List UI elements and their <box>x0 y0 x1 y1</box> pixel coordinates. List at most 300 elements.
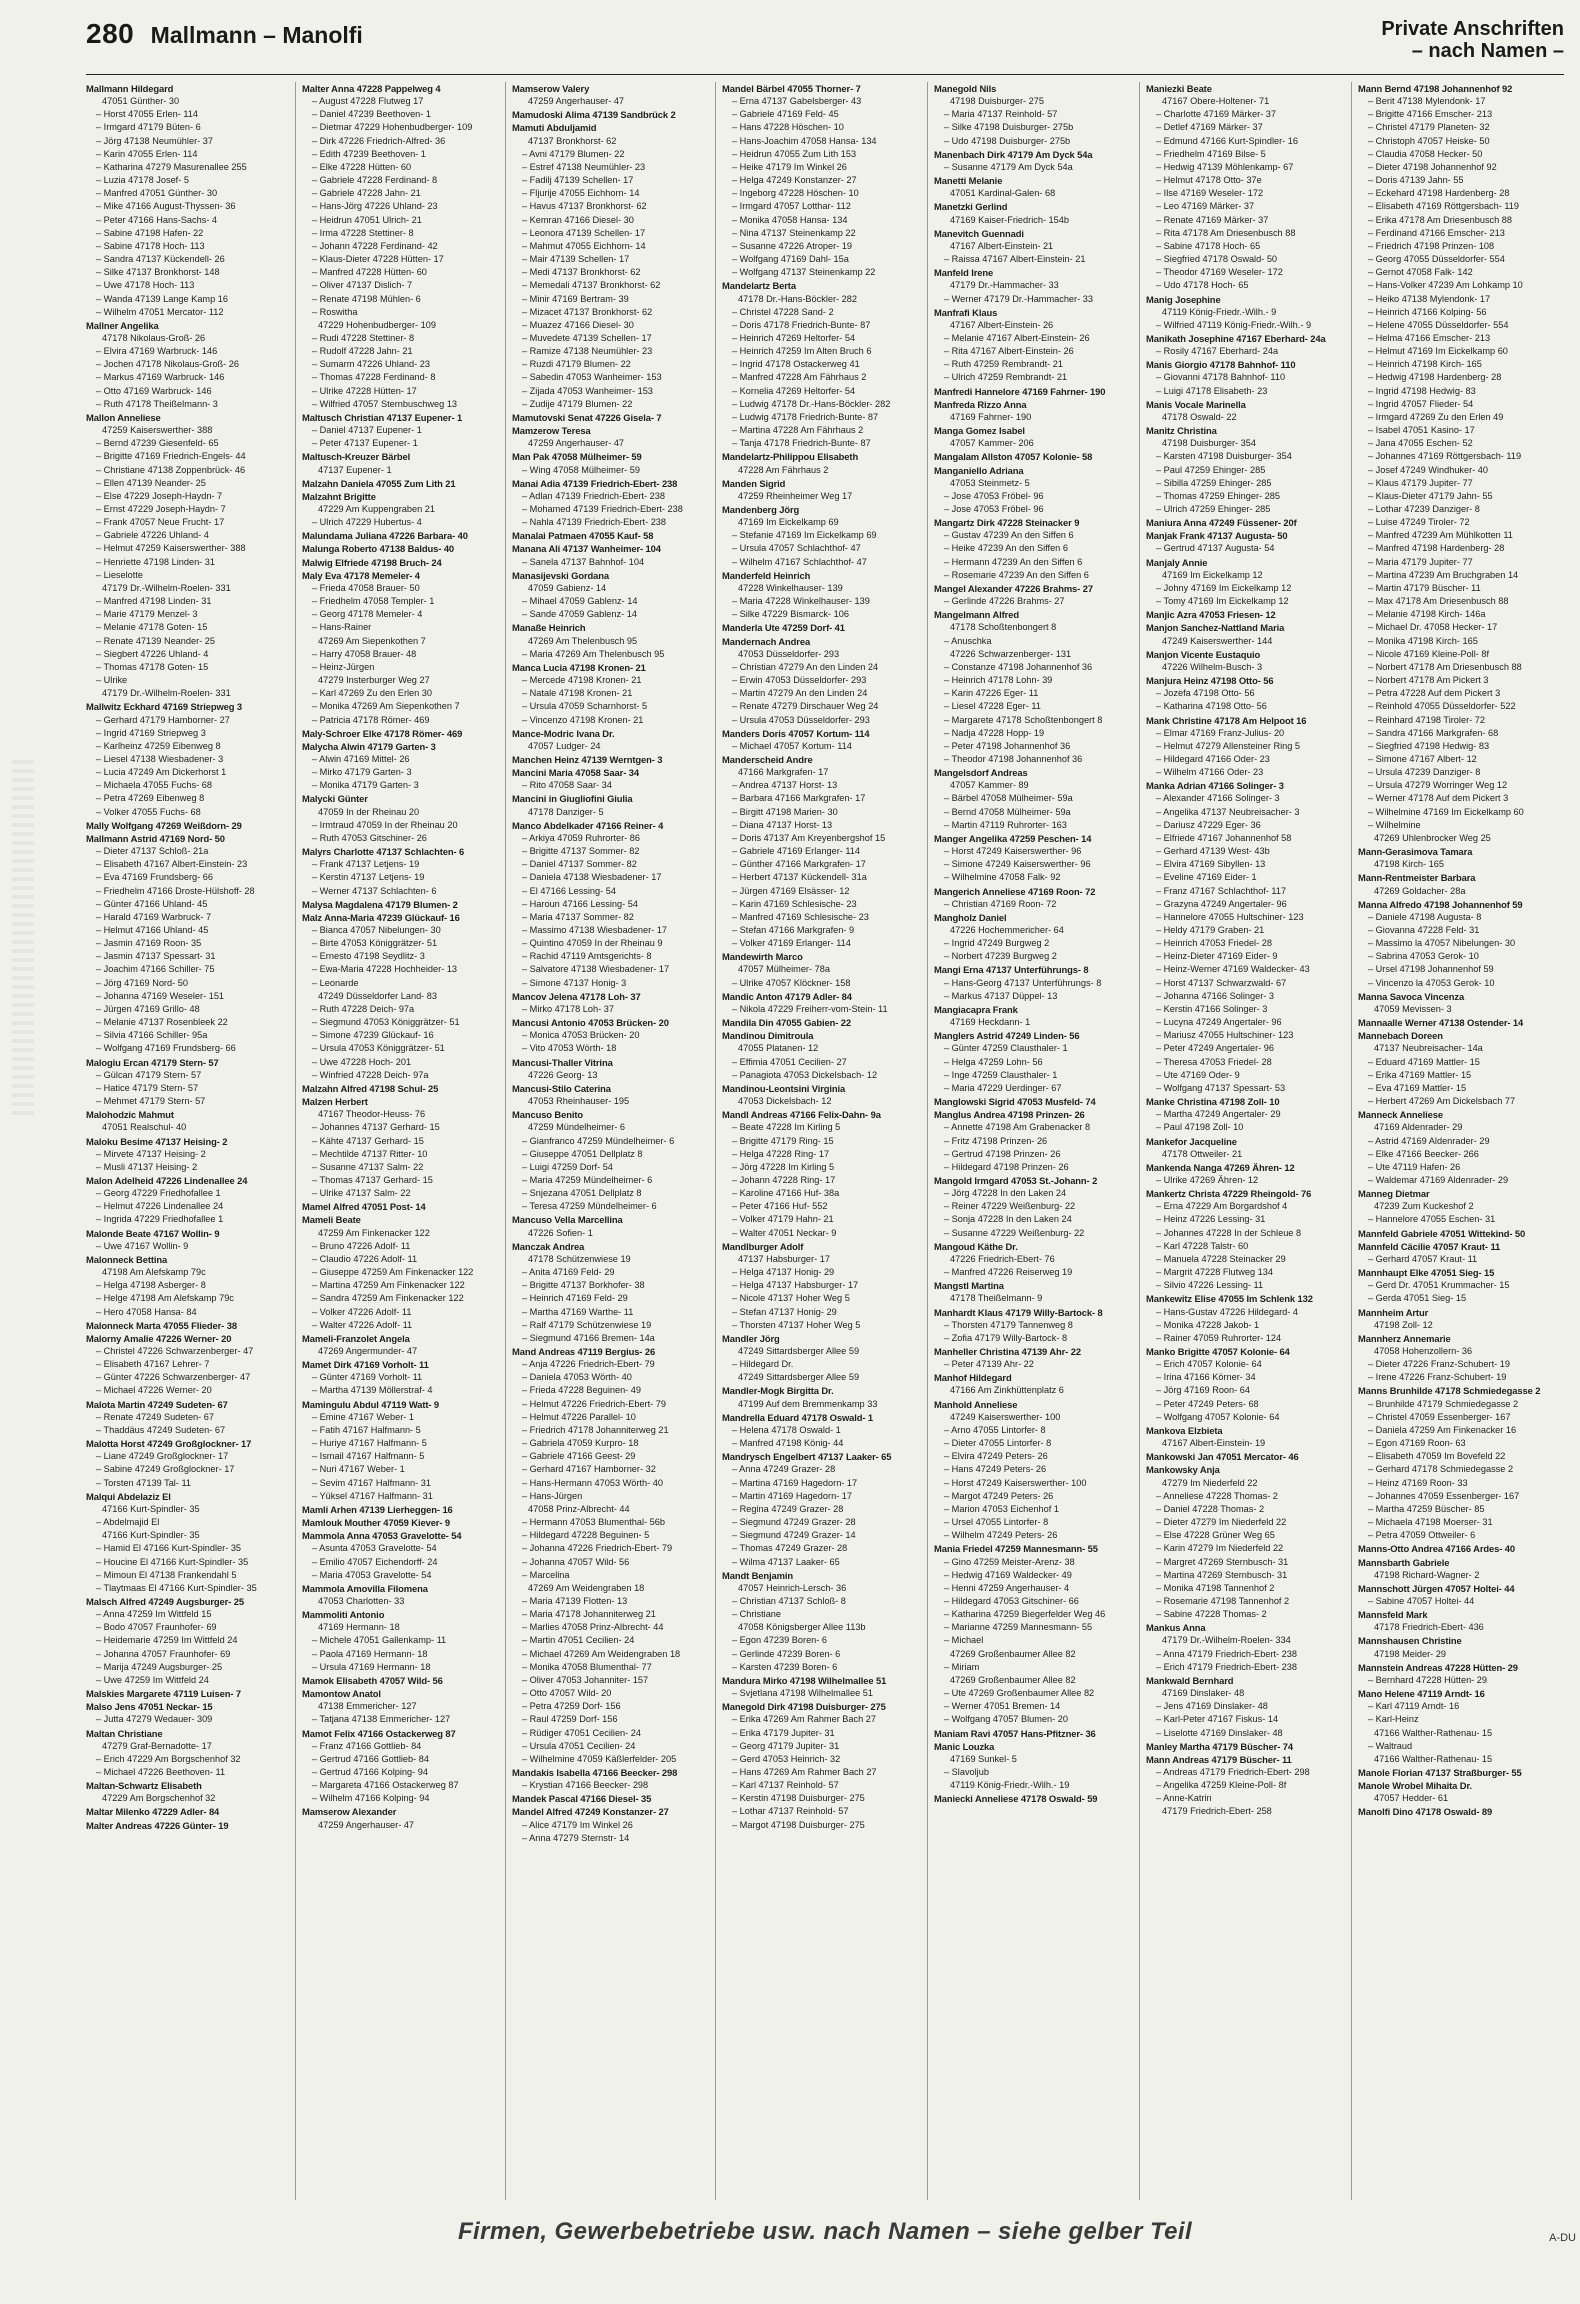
listing-column-5 <box>928 82 1140 2200</box>
listing-entry: – Gerhard 47057 Kraut- 11 <box>1368 1253 1478 1264</box>
listing-entry: 47057 Kammer- 206 <box>950 438 1034 449</box>
listing-entry: – Christel 47059 Essenberger- 167 <box>1368 1411 1511 1422</box>
listing-entry: – Friedhelm 47166 Droste-Hülshoff- 28 <box>96 885 255 896</box>
listing-entry: – Inge 47259 Clausthaler- 1 <box>944 1069 1058 1080</box>
listing-surname-entry: Manolfi Dino 47178 Oswald- 89 <box>1358 1806 1493 1818</box>
listing-entry: – Musli 47137 Heising- 2 <box>96 1161 198 1172</box>
listing-entry: – Gerlinde 47226 Brahms- 27 <box>944 596 1065 607</box>
listing-entry: – Sande 47059 Gablenz- 14 <box>522 609 637 620</box>
listing-entry: – Georg 47178 Memeler- 4 <box>312 609 423 620</box>
listing-entry: – Hildegard Dr. <box>732 1359 794 1370</box>
listing-entry: – Klaus-Dieter 47228 Hütten- 17 <box>312 254 444 265</box>
listing-entry: – Sabrina 47053 Gerok- 10 <box>1368 951 1479 962</box>
listing-entry: – Mirko 47179 Garten- 3 <box>312 767 412 778</box>
listing-entry: – Zijada 47053 Wanheimer- 153 <box>522 385 653 396</box>
listing-entry: 47057 Hedder- 61 <box>1374 1793 1449 1804</box>
listing-entry: – Hans-Georg 47137 Unterführungs- 8 <box>944 977 1102 988</box>
listing-entry: – Klaus 47179 Jupiter- 77 <box>1368 477 1473 488</box>
listing-entry: – Emine 47167 Weber- 1 <box>312 1411 414 1422</box>
listing-entry: – Gülcan 47179 Stern- 57 <box>96 1069 202 1080</box>
listing-entry: – Manfred 47051 Günther- 30 <box>96 188 218 199</box>
listing-column-7 <box>1352 82 1564 2200</box>
listing-entry: – Houcine El 47166 Kurt-Spindler- 35 <box>96 1556 249 1567</box>
listing-surname-entry: Mammola Anna 47053 Gravelotte- 54 <box>302 1530 462 1542</box>
listing-entry: – Muazez 47166 Diesel- 30 <box>522 319 634 330</box>
listing-entry: – Hildegard 47053 Gitschiner- 66 <box>944 1595 1079 1606</box>
listing-surname-entry: Mamot Felix 47166 Ostackerweg 87 <box>302 1727 456 1739</box>
listing-entry: – Thomas 47178 Goten- 15 <box>96 661 209 672</box>
listing-entry: – Walter 47226 Adolf- 11 <box>312 1319 413 1330</box>
listing-entry: 47179 Dr.-Wilhelm-Roelen- 331 <box>102 582 231 593</box>
listing-column-4 <box>716 82 928 2200</box>
listing-entry: – Giovanna 47228 Feld- 31 <box>1368 925 1480 935</box>
listing-entry: – Erwin 47053 Düsseldorfer- 293 <box>732 675 867 686</box>
listing-entry: – Giovanni 47178 Bahnhof- 110 <box>1156 372 1286 383</box>
listing-surname-entry: Mangold Irmgard 47053 St.-Johann- 2 <box>934 1174 1098 1186</box>
listing-entry: – Uwe 47178 Hoch- 113 <box>96 280 195 291</box>
listing-entry: – Heidemarie 47259 Im Wittfeld 24 <box>96 1635 238 1646</box>
listing-entry: – Martha 47259 Büscher- 85 <box>1368 1503 1485 1514</box>
listing-entry: – Volker 47169 Erlanger- 114 <box>732 938 851 949</box>
listing-entry: – Gabriele 47226 Uhland- 4 <box>96 530 209 541</box>
listing-entry: – Martha 47249 Angertaler- 29 <box>1156 1109 1281 1120</box>
listing-entry: – Thorsten 47179 Tannenweg 8 <box>944 1319 1073 1330</box>
listing-entry: – Bernd 47058 Mülheimer- 59a <box>944 806 1071 817</box>
listing-entry: – Ulrike 47269 Ähren- 12 <box>1156 1174 1259 1185</box>
listing-entry: – Michaela 47055 Fuchs- 68 <box>96 780 212 791</box>
listing-entry: – Elvira 47169 Warbruck- 146 <box>96 346 218 357</box>
listing-entry: – Irmgard 47179 Büten- 6 <box>96 122 201 133</box>
listing-entry: – Jürgen 47169 Grillo- 48 <box>96 1003 200 1014</box>
listing-surname-entry: Mandenberg Jörg <box>722 504 800 515</box>
listing-entry: 47137 Habsburger- 17 <box>738 1253 830 1264</box>
listing-entry: – Ursula 47053 Königgrätzer- 51 <box>312 1043 445 1054</box>
listing-entry: – Wilhelm 47051 Mercator- 112 <box>96 306 224 317</box>
listing-surname-entry: Malwig Elfriede 47198 Bruch- 24 <box>302 556 442 568</box>
listing-entry: – Georg 47179 Jupiter- 31 <box>732 1740 840 1751</box>
listing-entry: – Daniele 47198 Augusta- 8 <box>1368 911 1482 922</box>
listing-surname-entry: Mance-Modric Ivana Dr. <box>512 727 615 739</box>
listing-entry: – Erika 47269 Am Rahmer Bach 27 <box>732 1714 877 1725</box>
listing-entry: – Raul 47259 Dorf- 156 <box>522 1714 618 1725</box>
footer-note: Firmen, Gewerbebetriebe usw. nach Namen – siehe gelber Teil <box>457 2218 1193 2245</box>
listing-surname-entry: Manitz Christina <box>1146 425 1217 437</box>
listing-entry: – Theodor 47169 Weseler- 172 <box>1156 267 1283 278</box>
listing-entry: – Wilhelmine <box>1368 819 1421 830</box>
listing-surname-entry: Manneck Anneliese <box>1358 1109 1443 1121</box>
listing-surname-entry: Manden Sigrid <box>722 477 786 489</box>
listing-entry: – Maria 47053 Gravelotte- 54 <box>312 1569 432 1580</box>
listing-surname-entry: Manikath Josephine 47167 Eberhard- 24a <box>1146 332 1326 344</box>
listing-entry: – Hannelore 47055 Hultschiner- 123 <box>1156 911 1304 922</box>
listing-entry: – Havus 47137 Bronkhorst- 62 <box>522 201 647 212</box>
listing-entry: – Maria 47259 Mündelheimer- 6 <box>522 1174 653 1185</box>
listing-entry: – Egon 47239 Boren- 6 <box>732 1635 828 1646</box>
listing-entry: – Heinz-Jürgen <box>312 661 375 672</box>
listing-surname-entry: Malota Martin 47249 Sudeten- 67 <box>86 1398 228 1410</box>
listing-entry: 47198 Am Alefskamp 79c <box>102 1267 206 1278</box>
listing-entry: 47058 Hohenzollern- 36 <box>1374 1346 1473 1356</box>
listing-entry: 47169 Im Eickelkamp 12 <box>1162 569 1263 580</box>
listing-entry: – Martina 47228 Am Fährhaus 2 <box>732 425 864 436</box>
listing-entry: – Karl 47269 Zu den Erlen 30 <box>312 688 433 699</box>
listing-entry: – Martha 47139 Möllerstraf- 4 <box>312 1385 433 1396</box>
listing-entry: – Ingrid 47198 Hedwig- 83 <box>1368 385 1476 396</box>
listing-entry: – Effimia 47051 Cecilien- 27 <box>732 1056 847 1067</box>
listing-entry: – Eduard 47169 Mattler- 15 <box>1368 1056 1480 1067</box>
listing-entry: 47259 Am Finkenacker 122 <box>318 1227 430 1238</box>
listing-entry: – Hans 47249 Peters- 26 <box>944 1464 1047 1475</box>
listing-surname-entry: Mangerich Anneliese 47169 Roon- 72 <box>934 885 1096 897</box>
listing-entry: – Waltraud <box>1368 1740 1413 1751</box>
page-footer <box>86 2214 1576 2264</box>
listing-entry: – Manfred 47169 Schlesische- 23 <box>732 911 869 922</box>
listing-entry: – Lucia 47249 Am Dickerhorst 1 <box>96 767 227 778</box>
listing-entry: – Erna 47137 Gabelsberger- 43 <box>732 96 862 107</box>
listing-entry: – Berit 47138 Mylendonk- 17 <box>1368 96 1486 107</box>
listing-entry: – Eva 47169 Mattler- 15 <box>1368 1082 1467 1093</box>
listing-surname-entry: Manetzki Gerlind <box>934 201 1008 213</box>
listing-entry: – Sandra 47259 Am Finkenacker 122 <box>312 1293 464 1304</box>
listing-entry: – Tomy 47169 Im Eickelkamp 12 <box>1156 596 1289 607</box>
listing-entry: – Tanja 47178 Friedrich-Bunte- 87 <box>732 438 871 449</box>
listing-entry: – Oliver 47053 Johanniter- 157 <box>522 1674 649 1685</box>
listing-entry: – Silvio 47226 Lessing- 11 <box>1156 1280 1264 1291</box>
listing-entry: – Maria 47178 Johanniterweg 21 <box>522 1609 656 1620</box>
listing-entry: – Ismail 47167 Halfmann- 5 <box>312 1451 425 1462</box>
listing-entry: 47269 Goldacher- 28a <box>1374 885 1466 896</box>
listing-surname-entry: Mamutovski Senat 47226 Gisela- 7 <box>512 411 662 423</box>
listing-surname-entry: Mandler Jörg <box>722 1332 780 1344</box>
listing-entry: – Johannes 47228 In der Schleue 8 <box>1156 1227 1302 1238</box>
listing-entry: – Wanda 47139 Lange Kamp 16 <box>96 293 228 304</box>
listing-entry: – Siegmund 47053 Königgrätzer- 51 <box>312 1017 460 1028</box>
listing-entry: – Peter 47249 Angertaler- 96 <box>1156 1043 1274 1054</box>
listing-surname-entry: Maltan Christiane <box>86 1727 163 1739</box>
listing-entry: – Silke 47137 Bronkhorst- 148 <box>96 267 220 278</box>
listing-entry: – Thomas 47228 Ferdinand- 8 <box>312 372 436 383</box>
listing-surname-entry: Manko Brigitte 47057 Kolonie- 64 <box>1146 1346 1290 1357</box>
listing-surname-entry: Malqui Abdelaziz El <box>86 1490 171 1502</box>
listing-entry: 47198 Meider- 29 <box>1374 1648 1447 1659</box>
listing-entry: – Ursel 47198 Johannenhof 59 <box>1368 964 1494 975</box>
listing-entry: – Renate 47279 Dirschauer Weg 24 <box>732 701 879 712</box>
listing-entry: – Edmund 47166 Kurt-Spindler- 16 <box>1156 135 1298 146</box>
listing-entry: – Maria 47229 Uerdinger- 67 <box>944 1082 1062 1093</box>
listing-surname-entry: Mankova Elzbieta <box>1146 1424 1223 1436</box>
listing-surname-entry: Manglers Astrid 47249 Linden- 56 <box>934 1030 1080 1042</box>
listing-entry: – Bärbel 47058 Mülheimer- 59a <box>944 793 1073 804</box>
listing-entry: – Heike 47179 Im Winkel 26 <box>732 161 847 172</box>
listing-entry: – Norbert 47178 Am Pickert 3 <box>1368 675 1489 686</box>
listing-entry: – Martin 47051 Cecilien- 24 <box>522 1635 635 1646</box>
listing-entry: – Markus 47169 Warbruck- 146 <box>96 372 225 383</box>
listing-entry: – Ulrich 47259 Ehinger- 285 <box>1156 504 1271 514</box>
listing-entry: – Ewa-Maria 47228 Hochheider- 13 <box>312 964 458 975</box>
listing-entry: – Wilhelm 47166 Kolping- 94 <box>312 1793 430 1804</box>
listing-entry: – Medi 47137 Bronkhorst- 62 <box>522 267 641 278</box>
listing-column-6 <box>1140 82 1352 2200</box>
listing-entry: 47198 Duisburger- 354 <box>1162 438 1256 449</box>
listing-entry: – Brigitte 47137 Sommer- 82 <box>522 846 640 857</box>
listing-surname-entry: Mankus Anna <box>1146 1622 1206 1634</box>
listing-surname-entry: Mandakis Isabella 47166 Beecker- 298 <box>512 1767 678 1778</box>
listing-surname-entry: Manenbach Dirk 47179 Am Dyck 54a <box>934 148 1093 160</box>
listing-entry: – Hans-Jörg 47226 Uhland- 23 <box>312 201 438 212</box>
listing-entry: – Gerda 47051 Sieg- 15 <box>1368 1293 1467 1304</box>
listing-surname-entry: Mameli Beate <box>302 1214 361 1226</box>
listing-entry: – Helmut 47226 Lindenallee 24 <box>96 1201 224 1212</box>
listing-surname-entry: Mangi Erna 47137 Unterführungs- 8 <box>934 964 1089 976</box>
listing-entry: – Avni 47179 Blumen- 22 <box>522 148 625 159</box>
listing-entry: – Gabriele 47169 Feld- 45 <box>732 109 839 120</box>
listing-entry: – Salvatore 47138 Wiesbadener- 17 <box>522 964 670 975</box>
listing-entry: 47178 Theißelmann- 9 <box>950 1293 1043 1304</box>
listing-entry: – Anna 47279 Sternstr- 14 <box>522 1832 630 1843</box>
listing-surname-entry: Mandrella Eduard 47178 Oswald- 1 <box>722 1411 874 1423</box>
listing-entry: – Renate 47139 Neander- 25 <box>96 635 216 646</box>
listing-entry: – Ulrich 47229 Hubertus- 4 <box>312 517 422 528</box>
listing-surname-entry: Manig Josephine <box>1146 293 1221 305</box>
listing-entry: – Ralf 47179 Schützenwiese 19 <box>522 1319 652 1330</box>
listing-entry: – Helena 47178 Oswald- 1 <box>732 1424 841 1435</box>
listing-entry: – Johanna 47169 Weseler- 151 <box>96 990 225 1001</box>
listing-entry: – Anna 47179 Friedrich-Ebert- 238 <box>1156 1648 1297 1659</box>
listing-entry: – Sabine 47249 Großglockner- 17 <box>96 1464 235 1475</box>
listing-entry: – Maria 47269 Am Thelenbusch 95 <box>522 648 665 659</box>
listing-entry: – Ulrike 47137 Salm- 22 <box>312 1188 411 1199</box>
listing-entry: 47226 Hochemmericher- 64 <box>950 925 1064 935</box>
listing-surname-entry: Mamudoski Alima 47139 Sandbrück 2 <box>512 109 676 121</box>
listing-entry: – Susanne 47229 Weißenburg- 22 <box>944 1227 1085 1238</box>
listing-entry: – Simone 47249 Kaiserswerther- 96 <box>944 859 1091 870</box>
listing-entry: – Helmut 47226 Friedrich-Ebert- 79 <box>522 1398 667 1409</box>
listing-entry: – Sibilla 47259 Ehinger- 285 <box>1156 477 1272 488</box>
listing-entry: – Hans-Gustav 47226 Hildegard- 4 <box>1156 1306 1298 1317</box>
listing-surname-entry: Manglus Andrea 47198 Prinzen- 26 <box>934 1109 1085 1121</box>
listing-surname-entry: Manjon Sanchez-Nattland Maria <box>1146 622 1285 634</box>
listing-entry: – Dieter 47279 Im Niederfeld 22 <box>1156 1517 1287 1528</box>
listing-entry: – Heinz-Werner 47169 Waldecker- 43 <box>1156 964 1310 975</box>
listing-entry: 47249 Sittardsberger Allee 59 <box>738 1372 860 1383</box>
listing-surname-entry: Manjon Vicente Eustaquio <box>1146 648 1261 660</box>
listing-entry: – Daniel 47137 Sommer- 82 <box>522 859 637 870</box>
listing-entry: – Melanie 47137 Rosenbleek 22 <box>96 1017 228 1028</box>
listing-entry: – Alexander 47166 Solinger- 3 <box>1156 793 1280 804</box>
listing-surname-entry: Maly-Schroer Elke 47178 Römer- 469 <box>302 727 463 739</box>
listing-entry: – Ute 47169 Oder- 9 <box>1156 1069 1240 1080</box>
listing-entry: – Egon 47169 Roon- 63 <box>1368 1438 1466 1449</box>
listing-surname-entry: Maniura Anna 47249 Füssener- 20f <box>1146 517 1297 529</box>
listing-entry: – Dariusz 47229 Eger- 36 <box>1156 819 1261 830</box>
listing-entry: – August 47228 Flutweg 17 <box>312 96 424 107</box>
listing-entry: – Lothar 47137 Reinhold- 57 <box>732 1806 849 1817</box>
listing-entry: – Massimo 47138 Wiesbadener- 17 <box>522 925 668 935</box>
listing-surname-entry: Mandic Anton 47179 Adler- 84 <box>722 990 852 1002</box>
listing-entry: – Christel 47226 Schwarzenberger- 47 <box>96 1346 254 1356</box>
listing-surname-entry: Maloku Besime 47137 Heising- 2 <box>86 1135 228 1147</box>
listing-entry: – Gabriele 47166 Geest- 29 <box>522 1451 636 1462</box>
listing-entry: – Kerstin 47198 Duisburger- 275 <box>732 1793 865 1804</box>
listing-surname-entry: Manganiello Adriana <box>934 464 1024 476</box>
listing-entry: – Werner 47179 Dr.-Hammacher- 33 <box>944 293 1093 304</box>
listing-surname-entry: Mangartz Dirk 47228 Steinacker 9 <box>934 517 1080 529</box>
listing-entry: – Rainer 47059 Ruhrorter- 124 <box>1156 1332 1282 1343</box>
listing-entry: – Paola 47169 Hermann- 18 <box>312 1648 428 1659</box>
listing-entry: – Peter 47249 Peters- 68 <box>1156 1398 1259 1409</box>
listing-entry: 47169 Hermann- 18 <box>318 1622 400 1633</box>
listing-entry: – Christian 47169 Roon- 72 <box>944 898 1057 909</box>
listing-entry: – Heinrich 47269 Heltorfer- 54 <box>732 332 856 343</box>
listing-entry: – Ilse 47169 Weseler- 172 <box>1156 188 1264 199</box>
listing-entry: – Rita 47167 Albert-Einstein- 26 <box>944 346 1074 357</box>
listing-surname-entry: Mamok Elisabeth 47057 Wild- 56 <box>302 1674 443 1686</box>
listing-entry: – Herbert 47269 Am Dickelsbach 77 <box>1368 1096 1516 1107</box>
listing-entry: – Harald 47169 Warbruck- 7 <box>96 911 212 922</box>
listing-entry: – Slavoljub <box>944 1767 989 1777</box>
listing-entry: – Daniel 47239 Beethoven- 1 <box>312 109 432 120</box>
listing-entry: 47259 Angerhauser- 47 <box>528 438 625 449</box>
listing-entry: – Martina 47239 Am Bruchgraben 14 <box>1368 569 1519 580</box>
listing-entry: – Torsten 47139 Tal- 11 <box>96 1477 192 1488</box>
listing-entry: 47226 Georg- 13 <box>528 1069 598 1080</box>
listing-entry: – Birgitt 47198 Marien- 30 <box>732 806 838 817</box>
listing-surname-entry: Manders Doris 47057 Kortum- 114 <box>722 727 870 739</box>
listing-entry: 47051 Günther- 30 <box>102 96 180 107</box>
listing-entry: – Horst 47055 Erlen- 114 <box>96 109 198 120</box>
listing-entry: – Ursula 47169 Hermann- 18 <box>312 1661 431 1672</box>
listing-entry: – Regina 47249 Grazer- 28 <box>732 1503 844 1514</box>
listing-entry: – Mirvete 47137 Heising- 2 <box>96 1148 206 1159</box>
listing-surname-entry: Mamet Dirk 47169 Vorholt- 11 <box>302 1359 429 1371</box>
listing-entry: 47178 Schützenwiese 19 <box>528 1253 631 1264</box>
listing-entry: 47169 Kaiser-Friedrich- 154b <box>950 214 1069 225</box>
listing-entry: – Angelika 47137 Neubreisacher- 3 <box>1156 806 1300 817</box>
listing-entry: – Andreas 47179 Friedrich-Ebert- 298 <box>1156 1767 1310 1777</box>
listing-entry: – Mihael 47059 Gablenz- 14 <box>522 596 638 607</box>
listing-surname-entry: Mann-Gerasimova Tamara <box>1358 846 1473 858</box>
listing-entry: 47169 Im Eickelkamp 69 <box>738 517 839 528</box>
listing-entry: 47259 Kaiserswerther- 388 <box>102 425 213 436</box>
listing-entry: – Christiane 47138 Zoppenbrück- 46 <box>96 464 246 475</box>
listing-entry: – Johanna 47057 Fraunhofer- 69 <box>96 1648 231 1659</box>
listing-entry: – Irmtraud 47059 In der Rheinau 20 <box>312 819 458 830</box>
listing-surname-entry: Mannsbarth Gabriele <box>1358 1556 1450 1568</box>
listing-entry: – Ute 47119 Hafen- 26 <box>1368 1161 1461 1172</box>
listing-column-2 <box>296 82 506 2200</box>
listing-entry: 47179 Friedrich-Ebert- 258 <box>1162 1806 1272 1817</box>
listing-entry: – Heinrich 47053 Friedel- 28 <box>1156 938 1272 949</box>
listing-entry: – Johanna 47166 Solinger- 3 <box>1156 990 1274 1001</box>
listing-entry: 47249 Kaiserswerther- 100 <box>950 1411 1061 1422</box>
listing-entry: 47179 Dr.-Wilhelm-Roelen- 331 <box>102 688 231 699</box>
listing-surname-entry: Mamingulu Abdul 47119 Watt- 9 <box>302 1398 440 1410</box>
listing-entry: – Monika 47228 Jakob- 1 <box>1156 1319 1260 1330</box>
listing-entry: 47166 Am Zinkhüttenplatz 6 <box>950 1385 1064 1396</box>
listing-entry: – Daniela 47053 Wörth- 40 <box>522 1372 632 1383</box>
listing-entry: – Ramize 47138 Neumühler- 23 <box>522 346 653 357</box>
listing-entry: – Karoline 47166 Huf- 38a <box>732 1188 840 1199</box>
name-range: Mallmann – Manolfi <box>150 22 363 48</box>
listing-entry: – Sabine 47057 Holtei- 44 <box>1368 1595 1475 1606</box>
listing-surname-entry: Mandelartz Berta <box>722 280 796 292</box>
listing-entry: – Wing 47058 Mülheimer- 59 <box>522 464 640 475</box>
listing-entry: – Michael 47226 Werner- 20 <box>96 1385 212 1396</box>
listing-entry: – Petra 47059 Ottweiler- 6 <box>1368 1530 1476 1541</box>
listing-entry: 47167 Albert-Einstein- 21 <box>950 240 1054 251</box>
listing-entry: – Luigi 47178 Elisabeth- 23 <box>1156 385 1268 396</box>
listing-entry: – Krystian 47166 Beecker- 298 <box>522 1780 649 1791</box>
listing-entry: – Gerhard 47139 West- 43b <box>1156 846 1270 857</box>
listing-entry: – Angelika 47259 Kleine-Poll- 8f <box>1156 1780 1287 1791</box>
listing-entry: – Lothar 47239 Danziger- 8 <box>1368 504 1480 514</box>
listing-surname-entry: Manalai Patmaen 47055 Kauf- 58 <box>512 530 654 542</box>
listing-surname-entry: Malonneck Bettina <box>86 1253 168 1265</box>
listing-entry: – Fadilj 47139 Schellen- 17 <box>522 175 634 186</box>
listing-surname-entry: Mamserow Valery <box>512 83 590 94</box>
listing-surname-entry: Manger Angelika 47259 Peschen- 14 <box>934 832 1092 844</box>
listing-entry: – Elisabeth 47059 Im Bovefeld 22 <box>1368 1451 1506 1462</box>
listing-entry: – Emilio 47057 Eichendorff- 24 <box>312 1556 438 1567</box>
listing-entry: 47051 Realschul- 40 <box>102 1122 187 1133</box>
listing-entry: – Mariusz 47055 Hultschiner- 123 <box>1156 1030 1294 1041</box>
listing-entry: – Tlaytmaas El 47166 Kurt-Spindler- 35 <box>96 1582 257 1593</box>
listing-entry: – Margarete 47178 Schoßtenbongert 8 <box>944 714 1103 725</box>
listing-entry: – Frieda 47228 Beguinen- 49 <box>522 1385 642 1396</box>
listing-surname-entry: Mand Andreas 47119 Bergius- 26 <box>512 1346 656 1357</box>
listing-entry: – Karsten 47239 Boren- 6 <box>732 1661 838 1672</box>
listing-entry: – Heinrich 47259 Im Alten Bruch 6 <box>732 346 872 357</box>
listing-entry: – Hildegard 47198 Prinzen- 26 <box>944 1161 1069 1172</box>
listing-entry: – Bruno 47226 Adolf- 11 <box>312 1240 411 1251</box>
listing-entry: – Daniela 47138 Wiesbadener- 17 <box>522 872 662 883</box>
listing-entry: – Monica 47053 Brücken- 20 <box>522 1030 640 1041</box>
listing-entry: 47137 Bronkhorst- 62 <box>528 135 617 146</box>
listing-entry: – Jochen 47178 Nikolaus-Groß- 26 <box>96 359 239 370</box>
listing-entry: 47198 Kirch- 165 <box>1374 859 1444 870</box>
listing-entry: – Silke 47229 Bismarck- 106 <box>732 609 849 620</box>
listing-surname-entry: Malter Andreas 47226 Günter- 19 <box>86 1819 229 1831</box>
footer-code: A-DU <box>1549 2232 1576 2244</box>
listing-entry: – Ruth 47178 Theißelmann- 3 <box>96 398 218 409</box>
listing-entry: – Werner 47051 Bremen- 14 <box>944 1701 1061 1712</box>
listing-surname-entry: Manole Wrobel Mihaita Dr. <box>1358 1780 1473 1792</box>
listing-entry: – Irma 47228 Stettiner- 8 <box>312 227 414 238</box>
listing-entry: – Dietmar 47229 Hohenbudberger- 109 <box>312 122 473 133</box>
listing-surname-entry: Mammoliti Antonio <box>302 1609 385 1621</box>
listing-entry: – Gerhard 47179 Hamborner- 27 <box>96 714 230 725</box>
listing-entry: – Mercede 47198 Kronen- 21 <box>522 675 642 686</box>
header-rule <box>86 74 1564 75</box>
listing-entry: – Jose 47053 Fröbel- 96 <box>944 490 1044 501</box>
listing-surname-entry: Mannherz Annemarie <box>1358 1332 1451 1344</box>
listing-entry: – Michaela 47198 Moerser- 31 <box>1368 1517 1493 1528</box>
listing-entry: – Martin 47279 An den Linden 24 <box>732 688 868 699</box>
listing-entry: – Margot 47198 Duisburger- 275 <box>732 1819 865 1830</box>
listing-entry: – Liesel 47138 Wiesbadener- 3 <box>96 753 224 764</box>
listing-surname-entry: Manneg Dietmar <box>1358 1188 1430 1200</box>
listing-entry: – Helga 47259 Lohn- 56 <box>944 1056 1043 1067</box>
listing-surname-entry: Maltusch Christian 47137 Eupener- 1 <box>302 411 463 423</box>
listing-entry: 47279 Insterburger Weg 27 <box>318 675 430 686</box>
listing-entry: – Thomas 47249 Grazer- 28 <box>732 1543 848 1554</box>
listing-entry: – Marlies 47058 Prinz-Albrecht- 44 <box>522 1622 664 1633</box>
listing-entry: 47228 Am Fährhaus 2 <box>738 464 829 475</box>
listing-entry: – Johannes 47137 Gerhard- 15 <box>312 1122 440 1133</box>
listing-entry: 47138 Emmericher- 127 <box>318 1701 417 1712</box>
listing-entry: – Helene 47055 Düsseldorfer- 554 <box>1368 319 1509 330</box>
listing-entry: – Heiko 47138 Mylendonk- 17 <box>1368 293 1491 304</box>
